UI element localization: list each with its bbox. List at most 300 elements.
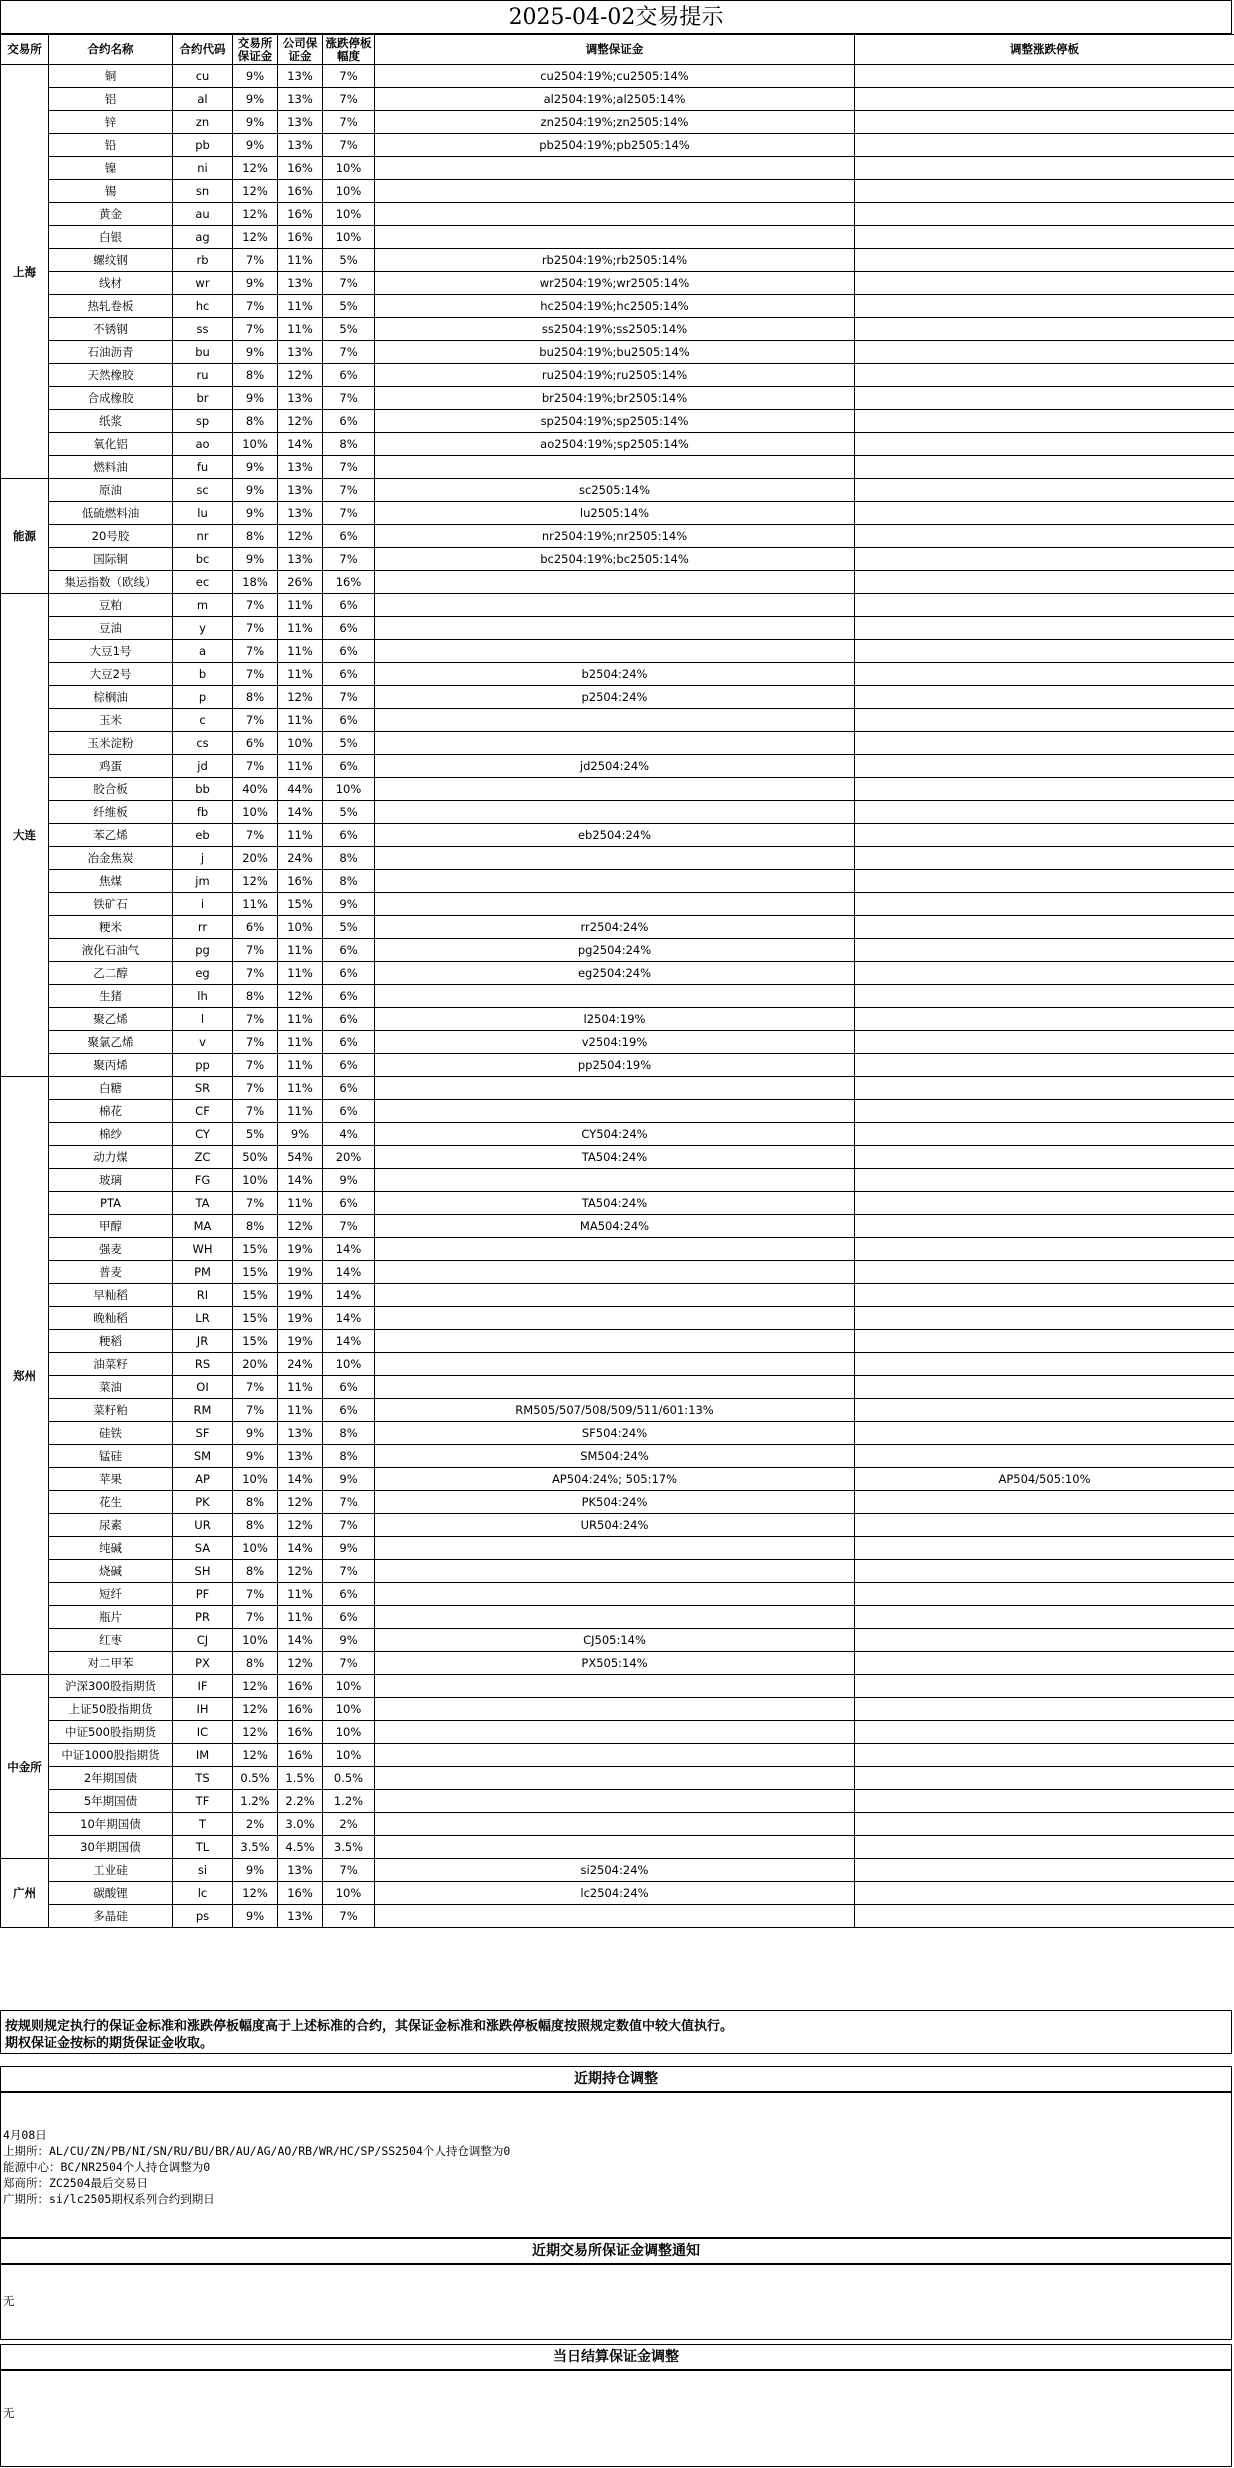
- adj-limit-cell: [855, 479, 1234, 502]
- ex-margin-cell: 12%: [233, 1675, 278, 1698]
- adj-limit-cell: [855, 1859, 1234, 1882]
- co-margin-cell: 11%: [278, 1031, 323, 1054]
- name-cell: 早籼稻: [49, 1284, 173, 1307]
- ex-margin-cell: 9%: [233, 1445, 278, 1468]
- name-cell: 碳酸锂: [49, 1882, 173, 1905]
- name-cell: 普麦: [49, 1261, 173, 1284]
- adj-limit-cell: [855, 341, 1234, 364]
- co-margin-cell: 13%: [278, 1859, 323, 1882]
- name-cell: 玉米淀粉: [49, 732, 173, 755]
- co-margin-cell: 11%: [278, 939, 323, 962]
- code-cell: ao: [173, 433, 233, 456]
- ex-margin-cell: 7%: [233, 1376, 278, 1399]
- adj-margin-cell: [375, 985, 855, 1008]
- co-margin-cell: 14%: [278, 433, 323, 456]
- table-row: [1, 1169, 1234, 1192]
- co-margin-cell: 19%: [278, 1238, 323, 1261]
- table-row: [1, 111, 1234, 134]
- adj-limit-cell: [855, 1077, 1234, 1100]
- name-cell: 白银: [49, 226, 173, 249]
- code-cell: RM: [173, 1399, 233, 1422]
- code-cell: TF: [173, 1790, 233, 1813]
- limit-cell: 7%: [323, 65, 375, 88]
- name-cell: 强麦: [49, 1238, 173, 1261]
- name-cell: 苹果: [49, 1468, 173, 1491]
- table-row: [1, 410, 1234, 433]
- adj-limit-cell: [855, 272, 1234, 295]
- table-row: [1, 1054, 1234, 1077]
- name-cell: 中证1000股指期货: [49, 1744, 173, 1767]
- adj-margin-cell: AP504:24%; 505:17%: [375, 1468, 855, 1491]
- code-cell: SA: [173, 1537, 233, 1560]
- name-cell: 尿素: [49, 1514, 173, 1537]
- limit-cell: 6%: [323, 640, 375, 663]
- table-row: [1, 502, 1234, 525]
- code-cell: JR: [173, 1330, 233, 1353]
- name-cell: 合成橡胶: [49, 387, 173, 410]
- exchange-notice-content: 无: [3, 2294, 15, 2308]
- table-row: [1, 1790, 1234, 1813]
- code-cell: PK: [173, 1491, 233, 1514]
- name-cell: 菜籽粕: [49, 1399, 173, 1422]
- co-margin-cell: 16%: [278, 1675, 323, 1698]
- ex-margin-cell: 20%: [233, 1353, 278, 1376]
- limit-cell: 8%: [323, 433, 375, 456]
- code-cell: UR: [173, 1514, 233, 1537]
- adj-margin-cell: jd2504:24%: [375, 755, 855, 778]
- table-row: [1, 1859, 1234, 1882]
- adj-margin-cell: [375, 1100, 855, 1123]
- name-cell: 菜油: [49, 1376, 173, 1399]
- name-cell: 沪深300股指期货: [49, 1675, 173, 1698]
- table-row: [1, 755, 1234, 778]
- adj-limit-cell: [855, 433, 1234, 456]
- name-cell: 热轧卷板: [49, 295, 173, 318]
- ex-margin-cell: 7%: [233, 824, 278, 847]
- limit-cell: 9%: [323, 1169, 375, 1192]
- ex-margin-cell: 8%: [233, 1514, 278, 1537]
- limit-cell: 9%: [323, 1537, 375, 1560]
- note-line-2: 期权保证金按标的期货保证金收取。: [5, 2036, 214, 2051]
- co-margin-cell: 16%: [278, 203, 323, 226]
- adj-margin-cell: PK504:24%: [375, 1491, 855, 1514]
- code-cell: eg: [173, 962, 233, 985]
- name-cell: 30年期国债: [49, 1836, 173, 1859]
- limit-cell: 9%: [323, 1629, 375, 1652]
- adj-limit-cell: AP504/505:10%: [855, 1468, 1234, 1491]
- adj-margin-cell: [375, 226, 855, 249]
- co-margin-cell: 11%: [278, 1100, 323, 1123]
- adj-limit-cell: [855, 387, 1234, 410]
- code-cell: cu: [173, 65, 233, 88]
- name-cell: 工业硅: [49, 1859, 173, 1882]
- table-row: [1, 686, 1234, 709]
- code-cell: WH: [173, 1238, 233, 1261]
- adj-limit-cell: [855, 571, 1234, 594]
- code-cell: rr: [173, 916, 233, 939]
- table-row: [1, 1031, 1234, 1054]
- ex-margin-cell: 8%: [233, 1215, 278, 1238]
- adj-limit-cell: [855, 249, 1234, 272]
- limit-cell: 10%: [323, 1675, 375, 1698]
- co-margin-cell: 13%: [278, 111, 323, 134]
- co-margin-cell: 19%: [278, 1261, 323, 1284]
- co-margin-cell: 16%: [278, 1698, 323, 1721]
- table-row: [1, 1629, 1234, 1652]
- co-margin-cell: 44%: [278, 778, 323, 801]
- adj-limit-cell: [855, 1054, 1234, 1077]
- ex-margin-cell: 9%: [233, 111, 278, 134]
- exchange-cell: 能源: [1, 479, 49, 594]
- adj-limit-cell: [855, 456, 1234, 479]
- ex-margin-cell: 10%: [233, 1537, 278, 1560]
- co-margin-cell: 16%: [278, 1721, 323, 1744]
- adj-margin-cell: SM504:24%: [375, 1445, 855, 1468]
- name-cell: 20号胶: [49, 525, 173, 548]
- table-row: [1, 1721, 1234, 1744]
- ex-margin-cell: 1.2%: [233, 1790, 278, 1813]
- limit-cell: 6%: [323, 1376, 375, 1399]
- adj-margin-cell: [375, 1169, 855, 1192]
- ex-margin-cell: 12%: [233, 157, 278, 180]
- adj-limit-cell: [855, 1629, 1234, 1652]
- co-margin-cell: 13%: [278, 65, 323, 88]
- code-cell: ni: [173, 157, 233, 180]
- name-cell: 棉花: [49, 1100, 173, 1123]
- adj-limit-cell: [855, 295, 1234, 318]
- table-row: [1, 1284, 1234, 1307]
- adj-margin-cell: [375, 709, 855, 732]
- adj-margin-cell: al2504:19%;al2505:14%: [375, 88, 855, 111]
- ex-margin-cell: 12%: [233, 1698, 278, 1721]
- code-cell: ZC: [173, 1146, 233, 1169]
- adj-limit-cell: [855, 364, 1234, 387]
- name-cell: 纤维板: [49, 801, 173, 824]
- ex-margin-cell: 7%: [233, 962, 278, 985]
- adj-margin-cell: [375, 594, 855, 617]
- code-cell: FG: [173, 1169, 233, 1192]
- table-row: [1, 663, 1234, 686]
- table-row: [1, 1491, 1234, 1514]
- limit-cell: 6%: [323, 939, 375, 962]
- exchange-notice-title: 近期交易所保证金调整通知: [0, 2238, 1232, 2264]
- limit-cell: 2%: [323, 1813, 375, 1836]
- co-margin-cell: 13%: [278, 88, 323, 111]
- code-cell: RI: [173, 1284, 233, 1307]
- ex-margin-cell: 15%: [233, 1330, 278, 1353]
- name-cell: 乙二醇: [49, 962, 173, 985]
- settlement-adjust-title: 当日结算保证金调整: [0, 2344, 1232, 2370]
- co-margin-cell: 16%: [278, 1744, 323, 1767]
- name-cell: 花生: [49, 1491, 173, 1514]
- adj-margin-cell: RM505/507/508/509/511/601:13%: [375, 1399, 855, 1422]
- code-cell: PM: [173, 1261, 233, 1284]
- adj-limit-cell: [855, 939, 1234, 962]
- adj-margin-cell: [375, 1721, 855, 1744]
- adj-limit-cell: [855, 686, 1234, 709]
- name-cell: 聚乙烯: [49, 1008, 173, 1031]
- adj-limit-cell: [855, 1583, 1234, 1606]
- name-cell: 锡: [49, 180, 173, 203]
- code-cell: SF: [173, 1422, 233, 1445]
- adj-limit-cell: [855, 1767, 1234, 1790]
- name-cell: 国际铜: [49, 548, 173, 571]
- table-row: [1, 732, 1234, 755]
- code-cell: jd: [173, 755, 233, 778]
- table-row: [1, 1261, 1234, 1284]
- co-margin-cell: 9%: [278, 1123, 323, 1146]
- limit-cell: 7%: [323, 111, 375, 134]
- adj-margin-cell: [375, 617, 855, 640]
- co-margin-cell: 14%: [278, 1537, 323, 1560]
- limit-cell: 7%: [323, 1652, 375, 1675]
- co-margin-cell: 19%: [278, 1330, 323, 1353]
- adj-limit-cell: [855, 203, 1234, 226]
- code-cell: a: [173, 640, 233, 663]
- table-row: [1, 479, 1234, 502]
- ex-margin-cell: 7%: [233, 617, 278, 640]
- adj-limit-cell: [855, 617, 1234, 640]
- ex-margin-cell: 7%: [233, 295, 278, 318]
- adj-margin-cell: sc2505:14%: [375, 479, 855, 502]
- code-cell: PF: [173, 1583, 233, 1606]
- name-cell: PTA: [49, 1192, 173, 1215]
- table-row: [1, 1698, 1234, 1721]
- adj-margin-cell: pp2504:19%: [375, 1054, 855, 1077]
- adj-margin-cell: br2504:19%;br2505:14%: [375, 387, 855, 410]
- ex-margin-cell: 7%: [233, 663, 278, 686]
- ex-margin-cell: 12%: [233, 1744, 278, 1767]
- table-row: [1, 1123, 1234, 1146]
- code-cell: au: [173, 203, 233, 226]
- table-row: [1, 249, 1234, 272]
- limit-cell: 7%: [323, 1859, 375, 1882]
- table-row: [1, 1192, 1234, 1215]
- name-cell: 5年期国债: [49, 1790, 173, 1813]
- table-row: [1, 1100, 1234, 1123]
- adj-margin-cell: [375, 1790, 855, 1813]
- limit-cell: 6%: [323, 755, 375, 778]
- name-cell: 玉米: [49, 709, 173, 732]
- table-row: [1, 1008, 1234, 1031]
- code-cell: ru: [173, 364, 233, 387]
- adj-margin-cell: [375, 1744, 855, 1767]
- limit-cell: 10%: [323, 1353, 375, 1376]
- co-margin-cell: 11%: [278, 1399, 323, 1422]
- name-cell: 铅: [49, 134, 173, 157]
- name-cell: 胶合板: [49, 778, 173, 801]
- co-margin-cell: 11%: [278, 640, 323, 663]
- limit-cell: 5%: [323, 732, 375, 755]
- adj-margin-cell: [375, 157, 855, 180]
- table-row: [1, 1422, 1234, 1445]
- adj-limit-cell: [855, 1422, 1234, 1445]
- limit-cell: 14%: [323, 1307, 375, 1330]
- adj-margin-cell: [375, 1330, 855, 1353]
- adj-margin-cell: ru2504:19%;ru2505:14%: [375, 364, 855, 387]
- name-cell: 玻璃: [49, 1169, 173, 1192]
- code-cell: TL: [173, 1836, 233, 1859]
- ex-margin-cell: 8%: [233, 1652, 278, 1675]
- limit-cell: 6%: [323, 525, 375, 548]
- table-row: [1, 1445, 1234, 1468]
- adj-limit-cell: [855, 824, 1234, 847]
- code-cell: p: [173, 686, 233, 709]
- ex-margin-cell: 10%: [233, 1629, 278, 1652]
- code-cell: SM: [173, 1445, 233, 1468]
- adj-margin-cell: [375, 893, 855, 916]
- ex-margin-cell: 9%: [233, 88, 278, 111]
- code-cell: c: [173, 709, 233, 732]
- adj-limit-cell: [855, 1560, 1234, 1583]
- limit-cell: 10%: [323, 203, 375, 226]
- table-row: [1, 1399, 1234, 1422]
- adj-limit-cell: [855, 1445, 1234, 1468]
- adj-margin-cell: [375, 732, 855, 755]
- table-row: [1, 1675, 1234, 1698]
- adj-limit-cell: [855, 1261, 1234, 1284]
- table-row: [1, 364, 1234, 387]
- table-row: [1, 525, 1234, 548]
- table-row: [1, 341, 1234, 364]
- ex-margin-cell: 6%: [233, 916, 278, 939]
- ex-margin-cell: 9%: [233, 502, 278, 525]
- settlement-adjust-body: [0, 2370, 1232, 2467]
- limit-cell: 6%: [323, 1008, 375, 1031]
- notes-section: [0, 2010, 1232, 2054]
- adj-margin-cell: pb2504:19%;pb2505:14%: [375, 134, 855, 157]
- adj-limit-cell: [855, 1307, 1234, 1330]
- adj-limit-cell: [855, 1905, 1234, 1928]
- co-margin-cell: 11%: [278, 1054, 323, 1077]
- code-cell: ps: [173, 1905, 233, 1928]
- adj-limit-cell: [855, 1675, 1234, 1698]
- name-cell: 线材: [49, 272, 173, 295]
- ex-margin-cell: 7%: [233, 1399, 278, 1422]
- table-row: [1, 1353, 1234, 1376]
- table-row: [1, 203, 1234, 226]
- ex-margin-cell: 7%: [233, 1077, 278, 1100]
- ex-margin-cell: 8%: [233, 525, 278, 548]
- ex-margin-cell: 6%: [233, 732, 278, 755]
- adj-margin-cell: [375, 1767, 855, 1790]
- limit-cell: 10%: [323, 1882, 375, 1905]
- limit-cell: 5%: [323, 295, 375, 318]
- table-row: [1, 157, 1234, 180]
- co-margin-cell: 11%: [278, 1376, 323, 1399]
- table-row: [1, 1836, 1234, 1859]
- adj-margin-cell: [375, 1284, 855, 1307]
- name-cell: 大豆2号: [49, 663, 173, 686]
- adj-limit-cell: [855, 1284, 1234, 1307]
- co-margin-cell: 19%: [278, 1307, 323, 1330]
- co-margin-cell: 16%: [278, 157, 323, 180]
- limit-cell: 20%: [323, 1146, 375, 1169]
- adj-margin-cell: [375, 1813, 855, 1836]
- co-margin-cell: 10%: [278, 732, 323, 755]
- co-margin-cell: 11%: [278, 295, 323, 318]
- adj-margin-cell: cu2504:19%;cu2505:14%: [375, 65, 855, 88]
- name-cell: 油菜籽: [49, 1353, 173, 1376]
- table-row: [1, 318, 1234, 341]
- co-margin-cell: 11%: [278, 594, 323, 617]
- name-cell: 纯碱: [49, 1537, 173, 1560]
- adj-limit-cell: [855, 88, 1234, 111]
- ex-margin-cell: 12%: [233, 180, 278, 203]
- ex-margin-cell: 10%: [233, 1468, 278, 1491]
- limit-cell: 10%: [323, 157, 375, 180]
- adj-margin-cell: UR504:24%: [375, 1514, 855, 1537]
- code-cell: SH: [173, 1560, 233, 1583]
- adj-margin-cell: eb2504:24%: [375, 824, 855, 847]
- table-row: [1, 1767, 1234, 1790]
- ex-margin-cell: 18%: [233, 571, 278, 594]
- adj-limit-cell: [855, 410, 1234, 433]
- margin-table: [0, 34, 1234, 1928]
- table-row: [1, 1652, 1234, 1675]
- adj-margin-cell: [375, 1077, 855, 1100]
- limit-cell: 6%: [323, 410, 375, 433]
- name-cell: 铝: [49, 88, 173, 111]
- code-cell: j: [173, 847, 233, 870]
- code-cell: lc: [173, 1882, 233, 1905]
- table-row: [1, 1376, 1234, 1399]
- table-row: [1, 1330, 1234, 1353]
- co-margin-cell: 12%: [278, 364, 323, 387]
- co-margin-cell: 11%: [278, 1606, 323, 1629]
- ex-margin-cell: 10%: [233, 433, 278, 456]
- table-row: [1, 594, 1234, 617]
- limit-cell: 5%: [323, 318, 375, 341]
- position-line: 能源中心：BC/NR2504个人持仓调整为0: [3, 2160, 211, 2174]
- adj-limit-cell: [855, 1399, 1234, 1422]
- adj-margin-cell: SF504:24%: [375, 1422, 855, 1445]
- ex-margin-cell: 9%: [233, 1422, 278, 1445]
- limit-cell: 6%: [323, 962, 375, 985]
- position-line: 上期所：AL/CU/ZN/PB/NI/SN/RU/BU/BR/AU/AG/AO/RB/WR/HC/SP/SS2504个人持仓调整为0: [3, 2144, 511, 2158]
- co-margin-cell: 14%: [278, 1468, 323, 1491]
- co-margin-cell: 12%: [278, 1514, 323, 1537]
- limit-cell: 7%: [323, 1560, 375, 1583]
- name-cell: 黄金: [49, 203, 173, 226]
- limit-cell: 10%: [323, 180, 375, 203]
- adj-margin-cell: [375, 456, 855, 479]
- co-margin-cell: 11%: [278, 755, 323, 778]
- code-cell: ag: [173, 226, 233, 249]
- adj-margin-cell: pg2504:24%: [375, 939, 855, 962]
- adj-limit-cell: [855, 1353, 1234, 1376]
- code-cell: TA: [173, 1192, 233, 1215]
- adj-margin-cell: sp2504:19%;sp2505:14%: [375, 410, 855, 433]
- adj-limit-cell: [855, 1100, 1234, 1123]
- adj-limit-cell: [855, 1698, 1234, 1721]
- limit-cell: 6%: [323, 1192, 375, 1215]
- adj-margin-cell: rr2504:24%: [375, 916, 855, 939]
- ex-margin-cell: 9%: [233, 341, 278, 364]
- adj-limit-cell: [855, 1330, 1234, 1353]
- name-cell: 液化石油气: [49, 939, 173, 962]
- limit-cell: 6%: [323, 824, 375, 847]
- limit-cell: 6%: [323, 1031, 375, 1054]
- adj-limit-cell: [855, 1836, 1234, 1859]
- co-margin-cell: 11%: [278, 249, 323, 272]
- code-cell: br: [173, 387, 233, 410]
- header-adjusted-margin: 调整保证金: [375, 35, 855, 65]
- adj-limit-cell: [855, 157, 1234, 180]
- co-margin-cell: 13%: [278, 456, 323, 479]
- adj-margin-cell: v2504:19%: [375, 1031, 855, 1054]
- limit-cell: 7%: [323, 134, 375, 157]
